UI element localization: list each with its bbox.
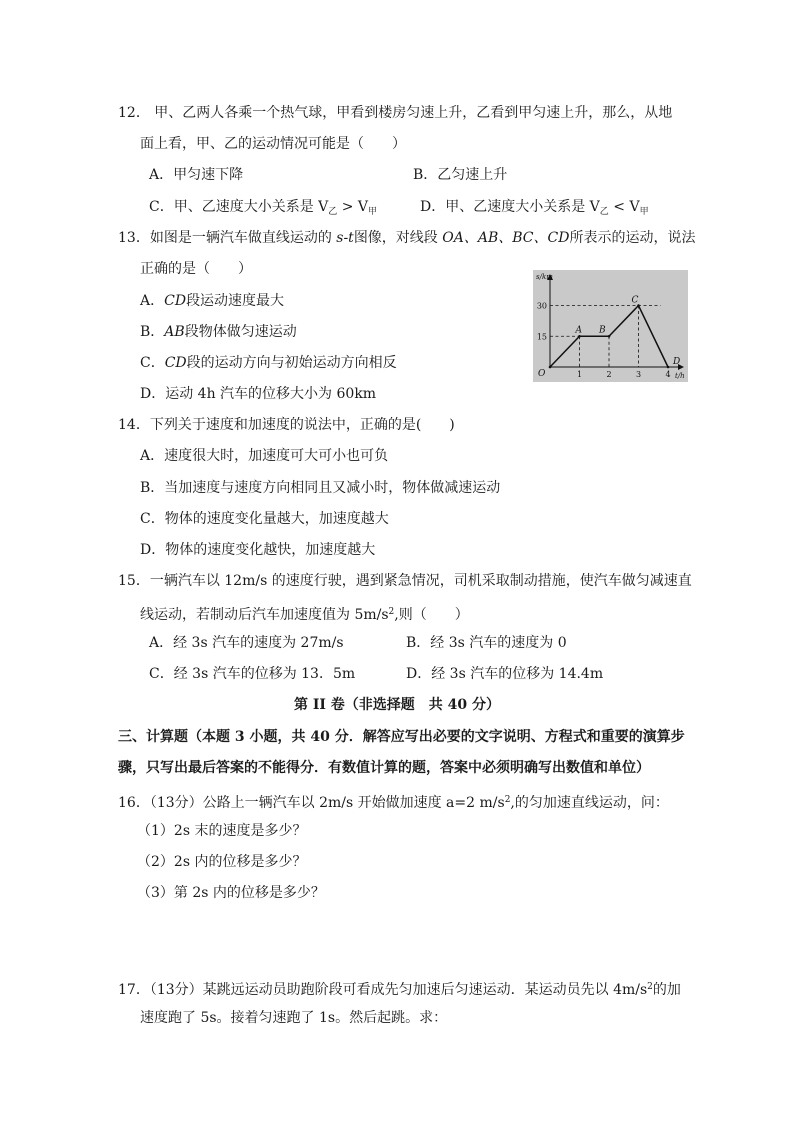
graph-point-label-a: A [575,325,582,336]
q12-option-a: A．甲匀速下降 [149,167,244,183]
graph-point-label-b: B [599,325,606,336]
q12-stem-line2: 面上看，甲、乙的运动情况可能是（ ） [140,136,406,152]
graph-point-label-d: D [673,357,681,367]
q17-stem-line1: 17．（13分）某跳远运动员助跑阶段可看成先匀加速后匀速运动．某运动员先以 $4m/s^2$的加 [118,982,681,998]
graph-data-point [549,366,552,369]
graph-data-point [608,335,611,338]
graph-x-tick: 4 [665,370,671,379]
graph-y-axis-label: s/km [536,273,553,281]
q16-stem: 16．（13分）公路上一辆汽车以 2m/s 开始做加速度 a=2 $m/s^2$,的匀加速直线运动，问： [118,795,669,811]
q13-option-c: C．CD段的运动方向与初始运动方向相反 [140,355,397,371]
graph-x-tick: 1 [576,370,583,379]
q15-stem-line2: 线运动，若制动后汽车加速度值为 $5m/s^2$,则（ ） [140,607,469,623]
q12-stem-line1: 12． 甲、乙两人各乘一个热气球，甲看到楼房匀速上升，乙看到甲匀速上升，那么，从地 [118,105,673,121]
graph-background [533,270,688,382]
q13-option-d: D．运动 4h 汽车的位移大小为 60km [140,386,377,402]
q16-sub-2: （2）2s 内的位移是多少？ [137,854,307,870]
st-graph [533,270,688,382]
graph-x-tick: 3 [635,370,642,379]
q13-stem-line1: 13．如图是一辆汽车做直线运动的 s-t图像，对线段 OA、AB、BC、CD所表示的运动，说法 [118,230,696,246]
q16-sub-1: （1）2s 末的速度是多少？ [137,823,307,839]
graph-x-axis-label: t/h [675,372,685,380]
q16-sub-3: （3）第 2s 内的位移是多少？ [137,885,325,901]
q15-option-d: D．经 3s 汽车的位移为 14.4m [406,666,604,682]
q14-option-a: A．速度很大时，加速度可大可小也可负 [140,448,389,464]
q12-option-c: C．甲、乙速度大小关系是 $V_乙 > V_甲$ [149,199,378,217]
section-three-line2: 骤，只写出最后答案的不能得分．有数值计算的题，答案中必须明确写出数值和单位） [118,760,650,776]
q14-option-c: C．物体的速度变化量越大，加速度越大 [140,511,389,527]
part-two-title: 第 II 卷（非选择题 共 40 分） [293,697,501,713]
q14-stem: 14．下列关于速度和加速度的说法中，正确的是( ) [118,417,455,433]
graph-y-tick: 30 [536,301,547,311]
q15-option-b: B．经 3s 汽车的速度为 0 [406,635,567,651]
q13-option-b: B．AB段物体做匀速运动 [140,324,297,340]
graph-origin-label: O [538,369,546,379]
q17-stem-line2: 速度跑了 5s。接着匀速跑了 1s。然后起跳。求： [140,1010,448,1026]
q13-stem-line2: 正确的是（ ） [140,261,252,277]
q15-option-a: A．经 3s 汽车的速度为 27m/s [149,635,344,651]
q13-option-a: A．CD段运动速度最大 [140,293,285,309]
graph-x-tick: 2 [606,370,612,379]
section-three-line1: 三、计算题（本题 3 小题，共 40 分．解答应写出必要的文字说明、方程式和重要的演算步 [118,729,685,745]
q14-option-d: D．物体的速度变化越快，加速度越大 [140,542,376,558]
q12-option-d: D．甲、乙速度大小关系是 $V_乙 < V_甲$ [420,199,649,217]
graph-data-point [578,335,581,338]
graph-y-tick: 15 [536,332,547,342]
graph-data-point [667,366,670,369]
q14-option-b: B．当加速度与速度方向相同且又减小时，物体做减速运动 [140,480,501,496]
graph-point-label-c: C [631,295,639,306]
q15-option-c: C．经 3s 汽车的位移为 13．5m [149,666,356,682]
q15-stem-line1: 15．一辆汽车以 12m/s 的速度行驶，遇到紧急情况，司机采取制动措施，使汽车做匀减速直 [118,573,692,589]
q12-option-b: B．乙匀速上升 [413,167,508,183]
